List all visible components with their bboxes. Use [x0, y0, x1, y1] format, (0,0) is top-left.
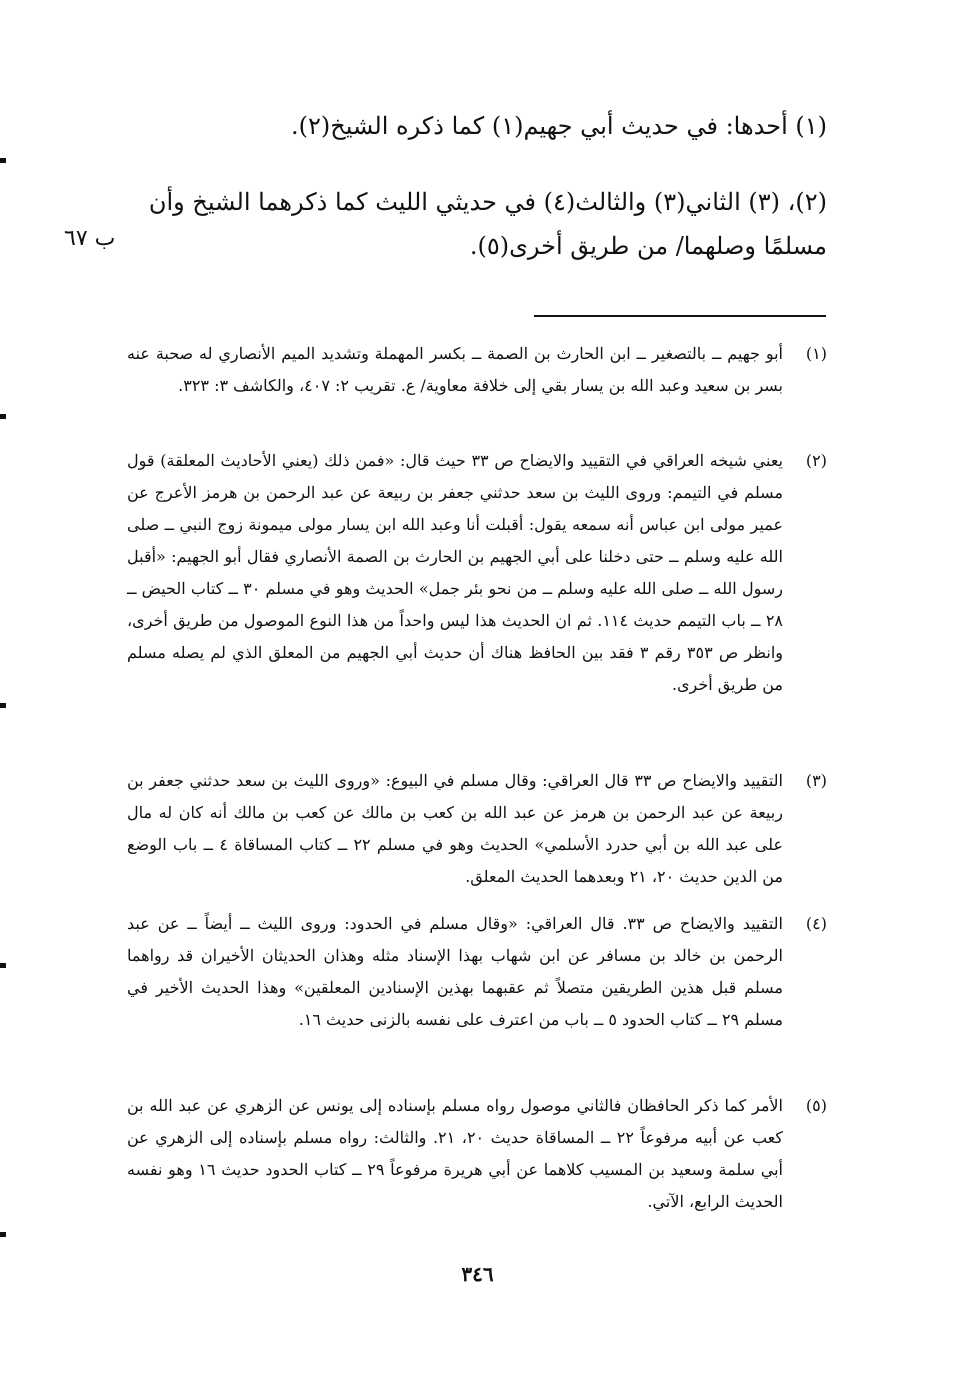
footnote-number: (١) [805, 344, 827, 363]
margin-folio-note: ب ٦٧ [64, 226, 116, 251]
footnote-text: التقييد والايضاح ص ٣٣ قال العراقي: وقال مسلم في البيوع: «وروى الليث بن سعد حدثني جعفر بن ربيعة عن عبد الرحمن بن هرمز عن عبد الله بن كعب بن مالك عن كعب بن مالك أنه كان له مال على عبد الله بن أبي حدرد الأسلمي» الحديث وهو في مسلم ٢٢ ــ كتاب المساقاة ٤ ــ باب الوضع من الدين حديث ٢٠، ٢١ وبعدهما الحديث المعلق. [127, 771, 783, 886]
footnote-3 [127, 765, 827, 893]
footnote-5 [127, 1090, 827, 1218]
footnote-1 [127, 338, 827, 402]
footnote-number: (٤) [805, 914, 827, 933]
scan-mark [0, 1232, 6, 1237]
footnote-number: (٣) [805, 771, 827, 790]
scan-mark [0, 414, 6, 419]
footnote-separator [534, 315, 826, 317]
footnote-number: (٥) [805, 1096, 827, 1115]
footnote-text: يعني شيخه العراقي في التقييد والايضاح ص ٣٣ حيث قال: «فمن ذلك (يعني الأحاديث المعلقة) قول مسلم في التيمم: وروى الليث بن سعد حدثني جعفر بن ربيعة عن عبد الرحمن بن هرمز الأعرج عن عمير مولى ابن عباس أنه سمعه يقول: أقبلت أنا وعبد الله ابن يسار مولى ميمونة زوج النبي ــ صلى الله عليه وسلم ــ حتى دخلنا على أبي الجهيم بن الحارث بن الصمة الأنصاري فقال أبو الجهيم: «أقبل رسول الله ــ صلى الله عليه وسلم ــ من نحو بئر جمل» الحديث وهو في مسلم ٣٠ ــ كتاب الحيض ــ ٢٨ ــ باب التيمم حديث ١١٤. ثم ان الحديث هذا ليس واحداً من هذا النوع الموصول من طريق أخرى، وانظر ص ٣٥٣ رقم ٣ فقد بين الحافظ هناك أن حديث أبي الجهيم من المعلق الذي لم يصله مسلم من طريق أخرى. [127, 451, 784, 694]
footnote-number: (٢) [805, 451, 827, 470]
footnote-text: أبو جهيم ــ بالتصغير ــ ابن الحارث بن الصمة ــ بكسر المهملة وتشديد الميم الأنصاري له صحبة عنه بسر بن سعيد وعبد الله بن يسار بقي إلى خلافة معاوية/ ع. تقريب ٢: ٤٠٧، والكاشف ٣: ٣٢٣. [127, 344, 784, 395]
page-number: ٣٤٦ [461, 1262, 494, 1286]
footnote-2 [127, 445, 827, 701]
scan-mark [0, 963, 6, 968]
footnote-text: الأمر كما ذكر الحافظان فالثاني موصول رواه مسلم بإسناده إلى يونس عن الزهري عن عبد الله بن كعب عن أبيه مرفوعاً ٢٢ ــ المساقاة حديث ٢٠، ٢١. والثالث: رواه مسلم بإسناده إلى الزهري عن أبي سلمة وسعيد بن المسيب كلاهما عن أبي هريرة مرفوعاً ٢٩ ــ كتاب الحدود حديث ١٦ وهو نفسه الحديث الرابع، الآتي. [127, 1096, 784, 1211]
scan-mark [0, 703, 6, 708]
scan-mark [0, 158, 6, 163]
main-paragraph-1: (١) أحدها: في حديث أبي جهيم(١) كما ذكره الشيخ(٢). [291, 112, 827, 140]
footnote-text: التقييد والايضاح ص ٣٣. قال العراقي: «وقال مسلم في الحدود: وروى الليث ــ أيضاً ــ عن عبد الرحمن بن خالد بن مسافر عن ابن شهاب بهذا الإسناد مثله وهذان الحديثان الأخيران قد رواهما مسلم قبل هذين الطريقين متصلاً ثم عقبهما بهذين الإسنادين المعلقين» وهذا الحديث الأخير في مسلم ٢٩ ــ كتاب الحدود ٥ ــ باب من اعترف على نفسه بالزنى حديث ١٦. [127, 914, 783, 1029]
main-paragraph-2: (٢)، (٣) الثاني(٣) والثالث(٤) في حديثي الليث كما ذكرهما الشيخ وأن مسلمًا وصلهما/ من طريق أخرى(٥). [148, 188, 827, 260]
footnote-4 [127, 908, 827, 1036]
